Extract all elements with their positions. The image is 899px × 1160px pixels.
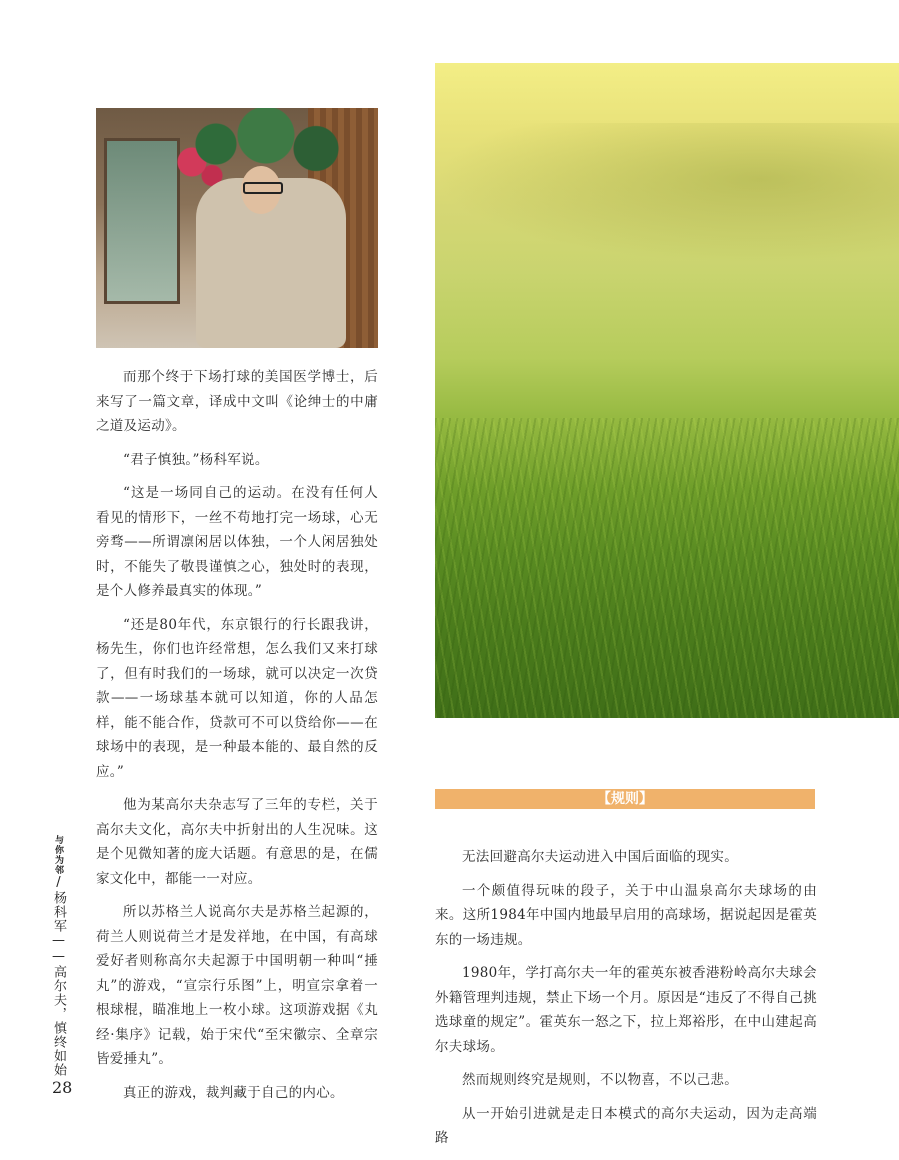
background-blur [435,123,899,263]
vertical-running-title [51,835,68,1077]
portrait-photo [96,108,378,348]
right-text-column [435,845,817,1160]
body-paragraph: 然而规则终究是规则，不以物喜，不以己悲。 [462,1072,738,1088]
section-heading: 【规则】 [435,789,815,809]
body-paragraph: “这是一场同自己的运动。在没有任何人看见的情形下，一丝不苟地打完一场球，心无旁骛——所谓凛闲居以体独，一个人闲居独处时，不能失了敬畏谨慎之心，独处时的表现，是个人修养最真实的体现。” [96,485,378,599]
body-paragraph: “还是80年代，东京银行的行长跟我讲，杨先生，你们也许经常想，怎么我们又来打球了，但有时我们的一场球，就可以决定一次贷款——一场球基本就可以知道，你的人品怎样，能不能合作，贷款可不可以贷给你——在球场中的表现，是一种最本能的、最自然的反应。” [96,616,378,780]
body-paragraph: 所以苏格兰人说高尔夫是苏格兰起源的，荷兰人则说荷兰才是发祥地，在中国，有高球爱好者则称高尔夫起源于中国明朝一种叫“捶丸”的游戏，“宣宗行乐图”上，明宣宗拿着一根球棍，瞄准地上一枚小球。这项游戏据《丸经·集序》记载，始于宋代“至宋徽宗、全章宗皆爱捶丸”。 [96,904,378,1067]
body-paragraph: “君子慎独。”杨科军说。 [123,451,269,468]
body-paragraph: 而那个终于下场打球的美国医学博士，后来写了一篇文章，译成中文叫《论绅士的中庸之道及运动》。 [96,369,378,434]
grass-photo [435,63,899,718]
body-paragraph: 真正的游戏，裁判藏于自己的内心。 [123,1084,344,1101]
article-title: 杨科军——高尔夫，慎终如始 [51,891,66,1077]
body-paragraph: 他为某高尔夫杂志写了三年的专栏，关于高尔夫文化，高尔夫中折射出的人生况味。这是个见微知著的庞大话题。有意思的是，在儒家文化中，都能一一对应。 [96,797,378,887]
body-paragraph: 一个颇值得玩味的段子，关于中山温泉高尔夫球场的由来。这所1984年中国内地最早启用的高球场，据说起因是霍英东的一场违规。 [435,882,817,948]
left-text-column [96,365,378,1114]
column-name: 与你为邻 [53,835,63,875]
body-paragraph: 从一开始引进就是走日本模式的高尔夫运动，因为走高端路 [435,1105,817,1146]
body-paragraph: 1980年，学打高尔夫一年的霍英东被香港粉岭高尔夫球会外籍管理判违规，禁止下场一个月。原因是“违反了不得自己挑选球童的规定”。霍英东一怒之下，拉上郑裕彤，在中山建起高尔夫球场。 [435,965,817,1055]
title-separator: / [51,875,66,891]
grass-blades-texture [435,418,899,718]
glasses-graphic [243,182,283,194]
page-number: 28 [52,1078,73,1097]
body-paragraph: 无法回避高尔夫运动进入中国后面临的现实。 [462,849,738,865]
